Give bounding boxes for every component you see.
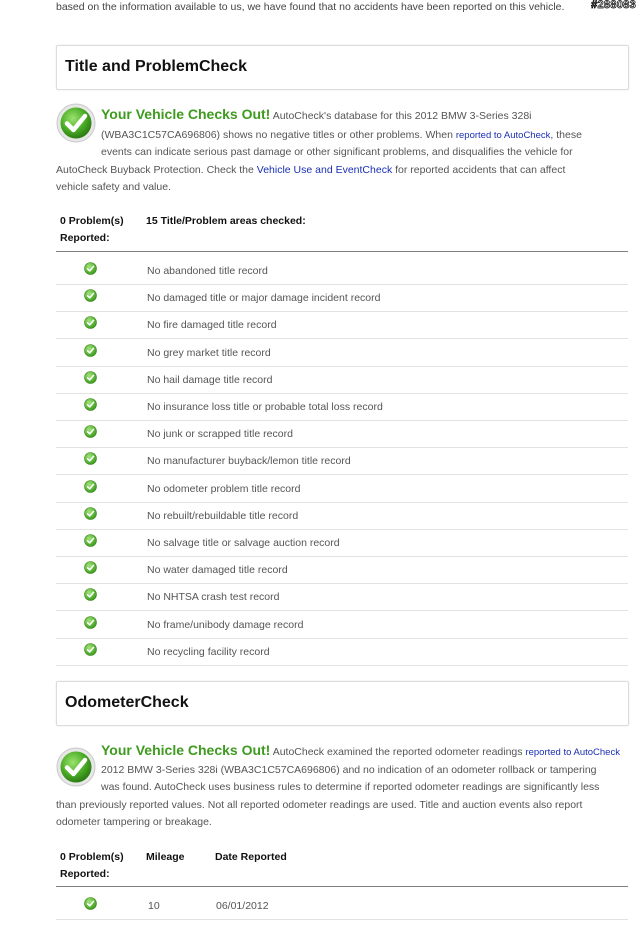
table-row <box>56 339 628 367</box>
check-item-label: No grey market title record <box>147 346 271 359</box>
check-item-label: No damaged title or major damage incident record <box>147 292 381 305</box>
check-item-label: No hail damage title record <box>147 373 273 386</box>
check-icon <box>84 643 97 656</box>
check-icon <box>84 262 97 275</box>
check-item-label: No frame/unibody damage record <box>147 618 304 631</box>
reported-to-autocheck-link[interactable]: reported to AutoCheck <box>525 747 620 758</box>
check-item-label: No fire damaged title record <box>147 319 277 332</box>
check-icon <box>84 588 97 601</box>
check-icon <box>84 507 97 520</box>
section-title: OdometerCheck <box>65 694 189 711</box>
check-icon <box>84 398 97 411</box>
check-icon <box>84 616 97 629</box>
table-row <box>56 892 628 920</box>
table-row <box>56 611 628 639</box>
areas-checked-header: 15 Title/Problem areas checked: <box>146 215 306 227</box>
check-item-label: No manufacturer buyback/lemon title record <box>147 455 351 468</box>
checks-out-headline: Your Vehicle Checks Out! <box>101 742 271 758</box>
table-row <box>56 311 628 339</box>
check-item-label: No rebuilt/rebuildable title record <box>147 509 299 522</box>
table-row <box>56 502 628 530</box>
odometer-check-header <box>56 681 629 726</box>
check-icon <box>84 289 97 302</box>
table-row <box>56 393 628 421</box>
table-row <box>56 638 628 666</box>
watermark-stamp: #288083 <box>591 0 636 11</box>
check-item-label: No abandoned title record <box>147 265 268 277</box>
check-item-label: No salvage title or salvage auction record <box>147 537 340 549</box>
table-row <box>56 529 628 557</box>
check-item-label: No recycling facility record <box>147 645 270 658</box>
check-icon <box>84 371 97 384</box>
check-item-label: No water damaged title record <box>147 564 288 577</box>
check-icon <box>84 897 97 910</box>
checks-out-headline: Your Vehicle Checks Out! <box>101 106 271 122</box>
table-row <box>56 257 628 285</box>
table-row <box>56 420 628 448</box>
table-row <box>56 366 628 394</box>
para-line: AutoCheck Buyback Protection. Check the Vehicle Use and EventCheck for reported accidents that can affect <box>56 163 566 176</box>
title-problem-check-header <box>56 45 629 90</box>
table-row <box>56 475 628 503</box>
check-icon <box>84 452 97 465</box>
title-check-description: Your Vehicle Checks Out! AutoCheck's database for this 2012 BMW 3-Series 328i (WBA3C1C57CA696806) shows no negative titles or other problems. When reported to AutoCheck, these events can indicate serious past damage or other significant problems, and disqualifies the vehicle for AutoCheck Buyback Protection. Check the Vehicle Use and EventCheck for reported accidents that can affect vehicle safety and value. <box>56 106 636 197</box>
reported-to-autocheck-link[interactable]: reported to AutoCheck <box>455 129 551 141</box>
vehicle-use-eventcheck-link[interactable]: Vehicle Use and EventCheck <box>256 163 393 176</box>
table-row <box>56 556 628 584</box>
check-icon <box>84 561 97 574</box>
table-row <box>56 583 628 611</box>
table-row <box>56 447 628 475</box>
mileage-value: 10 <box>148 900 160 912</box>
check-icon <box>84 480 97 493</box>
odometer-check-description: Your Vehicle Checks Out! AutoCheck examined the reported odometer readings reported to AutoCheck 2012 BMW 3-Series 328i (WBA3C1C57CA696806) and no indication of an odometer rollback or tampering was found. AutoCheck uses business rules to determine if reported odometer readings are significantly less than previously reported values. Not all reported odometer readings are used. Title and auction events also report odometer tampering or breakage. <box>56 742 620 828</box>
table-row <box>56 284 628 312</box>
divider <box>56 886 628 887</box>
check-item-label: No insurance loss title or probable total loss record <box>147 401 383 413</box>
accident-summary-text: based on the information available to us, we have found that no accidents have been reported on this vehicle. <box>56 1 565 13</box>
problems-reported-header: 0 Problem(s) Reported: <box>60 851 124 880</box>
check-item-label: No odometer problem title record <box>147 482 301 495</box>
check-icon <box>84 425 97 438</box>
check-icon <box>84 344 97 357</box>
check-item-label: No junk or scrapped title record <box>147 428 293 441</box>
divider <box>56 251 628 252</box>
mileage-header: Mileage <box>146 851 185 863</box>
date-reported-header: Date Reported <box>215 851 287 863</box>
check-icon <box>84 316 97 329</box>
problems-reported-header: 0 Problem(s) Reported: <box>60 215 124 244</box>
section-title: Title and ProblemCheck <box>65 58 247 75</box>
date-reported-value: 06/01/2012 <box>216 900 269 912</box>
check-item-label: No NHTSA crash test record <box>147 591 280 604</box>
check-icon <box>84 534 97 547</box>
